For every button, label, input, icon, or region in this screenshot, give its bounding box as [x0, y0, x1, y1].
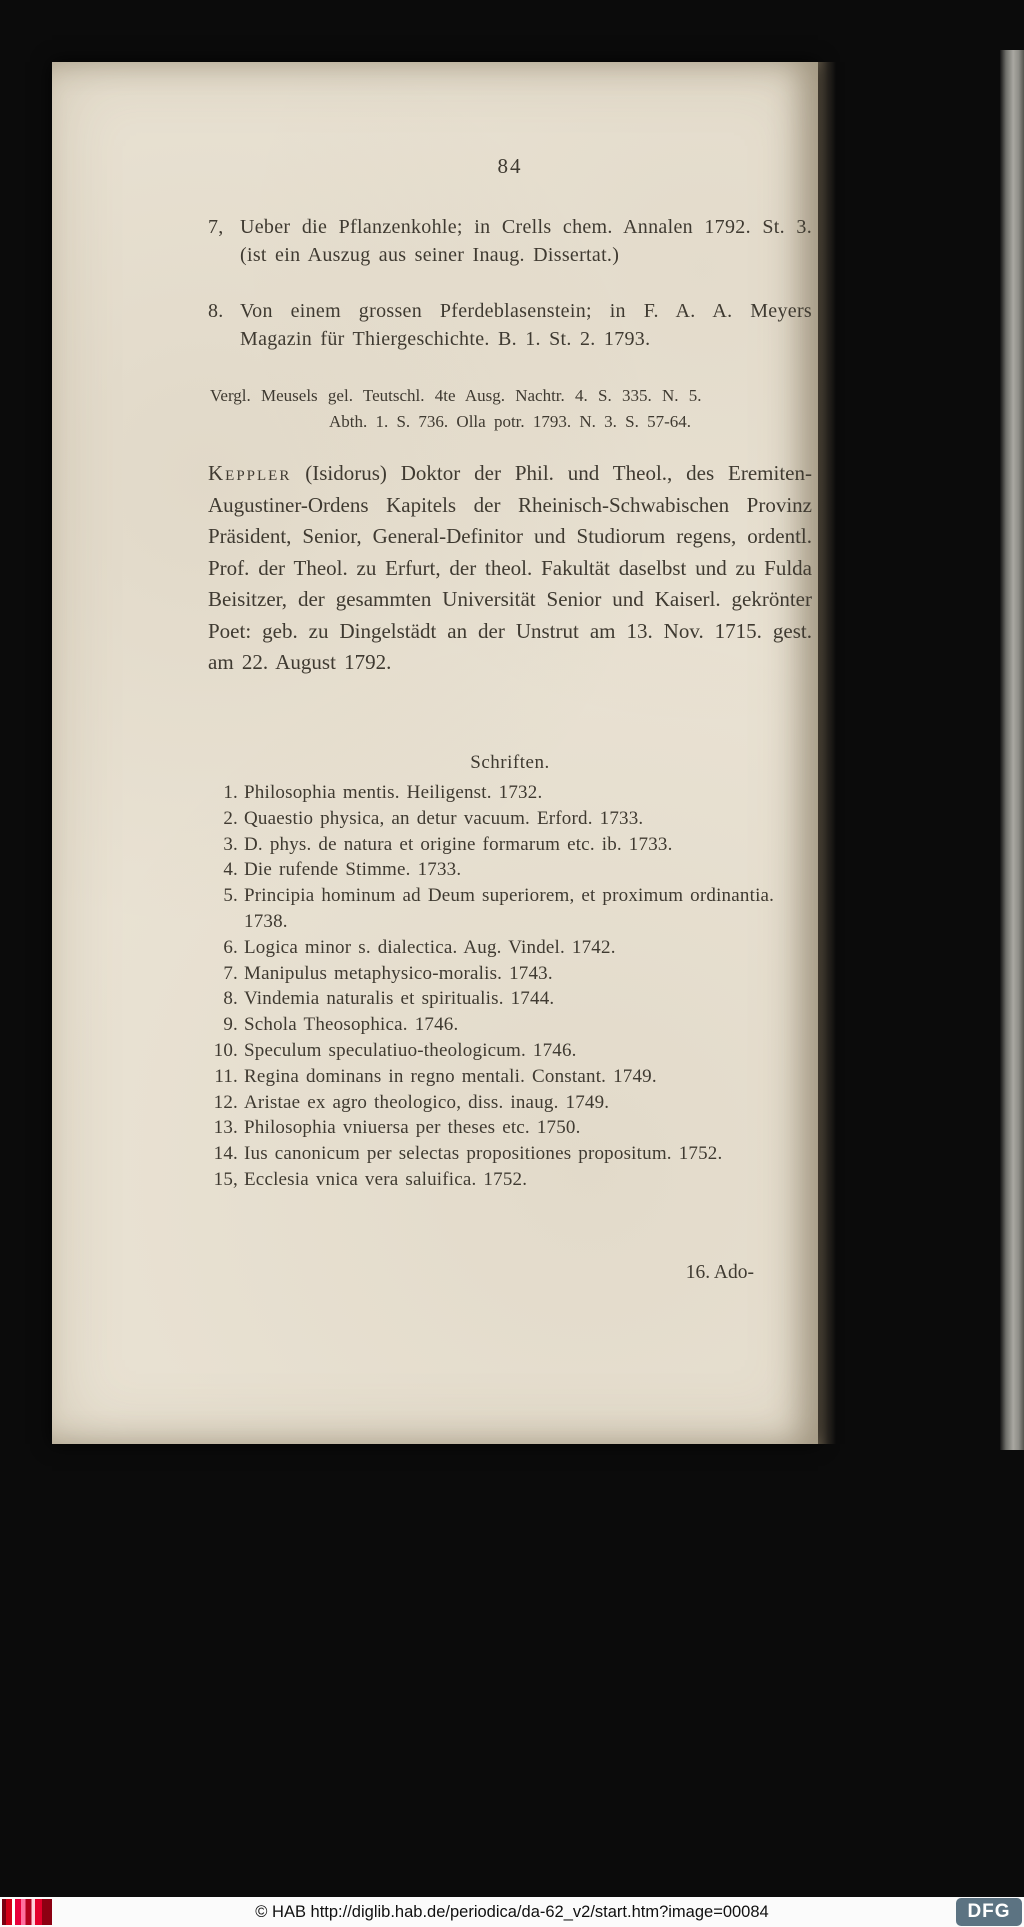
cross-reference-line: Abth. 1. S. 736. Olla potr. 1793. N. 3. S. 57-64.	[328, 412, 692, 431]
work-item	[208, 961, 812, 987]
work-text: D. phys. de natura et origine formarum etc. ib. 1733.	[244, 833, 673, 855]
work-item	[208, 1038, 812, 1064]
work-item	[208, 1090, 812, 1116]
entry-number: 8.	[208, 300, 224, 322]
work-number: 5.	[223, 885, 238, 907]
work-text: Philosophia mentis. Heiligenst. 1732.	[244, 782, 543, 803]
work-text: Quaestio physica, an detur vacuum. Erford. 1733.	[244, 807, 644, 829]
works-heading: Schriften.	[470, 752, 550, 773]
work-number: 12.	[213, 1091, 238, 1113]
book-fore-edge	[1000, 50, 1024, 1450]
work-number: 9.	[223, 1014, 238, 1036]
person-name: Keppler	[208, 461, 292, 485]
work-item	[208, 806, 812, 832]
work-number: 11.	[214, 1065, 238, 1087]
catchword: 16. Ado-	[685, 1262, 754, 1283]
biography-text: (Isidorus) Doktor der Phil. und Theol., des Eremiten-Augustiner-Ordens Kapitels der Rheinisch-Schwabischen Provinz Präsident, Senior, General-Definitor und Studiorum regens, ordentl. Prof. der Theol. zu Erfurt, der theol. Fakultät daselbst und zu Fulda Beisitzer, der gesammten Universität Senior und Kaiserl. gekrönter Poet: geb. zu Dingelstädt an der Unstrut am 13. Nov. 1715. gest. am 22. August 1792.	[208, 461, 812, 674]
work-text: Manipulus metaphysico-moralis. 1743.	[244, 962, 553, 984]
work-item	[208, 935, 812, 961]
work-number: 4.	[223, 859, 238, 881]
work-item	[208, 857, 812, 883]
work-text: Logica minor s. dialectica. Aug. Vindel. 1742.	[244, 936, 616, 958]
book-page-scan	[52, 62, 818, 1444]
work-number: 3.	[223, 833, 238, 855]
work-item	[208, 1141, 812, 1167]
work-item	[208, 986, 812, 1012]
page-number: 84	[497, 154, 523, 178]
work-text: Ius canonicum per selectas propositiones propositum. 1752.	[244, 1143, 723, 1165]
bibliography-entry	[208, 214, 812, 269]
page-content	[52, 62, 818, 1444]
entry-number: 7,	[208, 216, 224, 238]
footer-bar	[0, 1897, 1024, 1927]
work-number: 13.	[213, 1117, 238, 1139]
work-number: 14.	[213, 1143, 238, 1165]
bibliography-entry	[208, 298, 812, 353]
works-list	[208, 780, 812, 1193]
work-number: 15,	[213, 1168, 238, 1190]
work-item	[208, 1115, 812, 1141]
work-item	[208, 1167, 812, 1193]
biography-paragraph	[208, 458, 812, 679]
cross-reference-line: Vergl. Meusels gel. Teutschl. 4te Ausg. Nachtr. 4. S. 335. N. 5.	[210, 386, 702, 405]
work-text: Die rufende Stimme. 1733.	[244, 859, 462, 881]
cross-reference	[208, 383, 812, 435]
work-number: 2.	[223, 807, 238, 829]
book-gutter-shadow	[818, 62, 836, 1444]
work-item	[208, 1064, 812, 1090]
work-text: Principia hominum ad Deum superiorem, et proximum ordinantia. 1738.	[244, 885, 775, 932]
copyright-url: © HAB http://diglib.hab.de/periodica/da-62_v2/start.htm?image=00084	[255, 1902, 769, 1921]
work-number: 7.	[223, 962, 238, 984]
work-text: Ecclesia vnica vera saluifica. 1752.	[244, 1168, 528, 1190]
work-number: 8.	[223, 988, 238, 1010]
entry-text: Ueber die Pflanzenkohle; in Crells chem. Annalen 1792. St. 3. (ist ein Auszug aus seiner Inaug. Dissertat.)	[240, 216, 812, 266]
work-item	[208, 832, 812, 858]
work-number: 10.	[213, 1039, 238, 1061]
entry-text: Von einem grossen Pferdeblasenstein; in F. A. A. Meyers Magazin für Thiergeschichte. B. 1. St. 2. 1793.	[240, 300, 812, 350]
work-text: Aristae ex agro theologico, diss. inaug. 1749.	[244, 1091, 610, 1113]
dfg-logo: DFG	[956, 1898, 1022, 1926]
work-item	[208, 1012, 812, 1038]
work-item	[208, 883, 812, 935]
work-number: 6.	[223, 936, 238, 958]
work-number: 1.	[223, 782, 238, 803]
work-text: Regina dominans in regno mentali. Constant. 1749.	[244, 1065, 657, 1087]
work-text: Schola Theosophica. 1746.	[244, 1014, 459, 1036]
work-text: Speculum speculatiuo-theologicum. 1746.	[244, 1039, 577, 1061]
work-text: Philosophia vniuersa per theses etc. 1750.	[244, 1117, 581, 1139]
work-text: Vindemia naturalis et spiritualis. 1744.	[244, 988, 555, 1010]
work-item	[208, 780, 812, 806]
